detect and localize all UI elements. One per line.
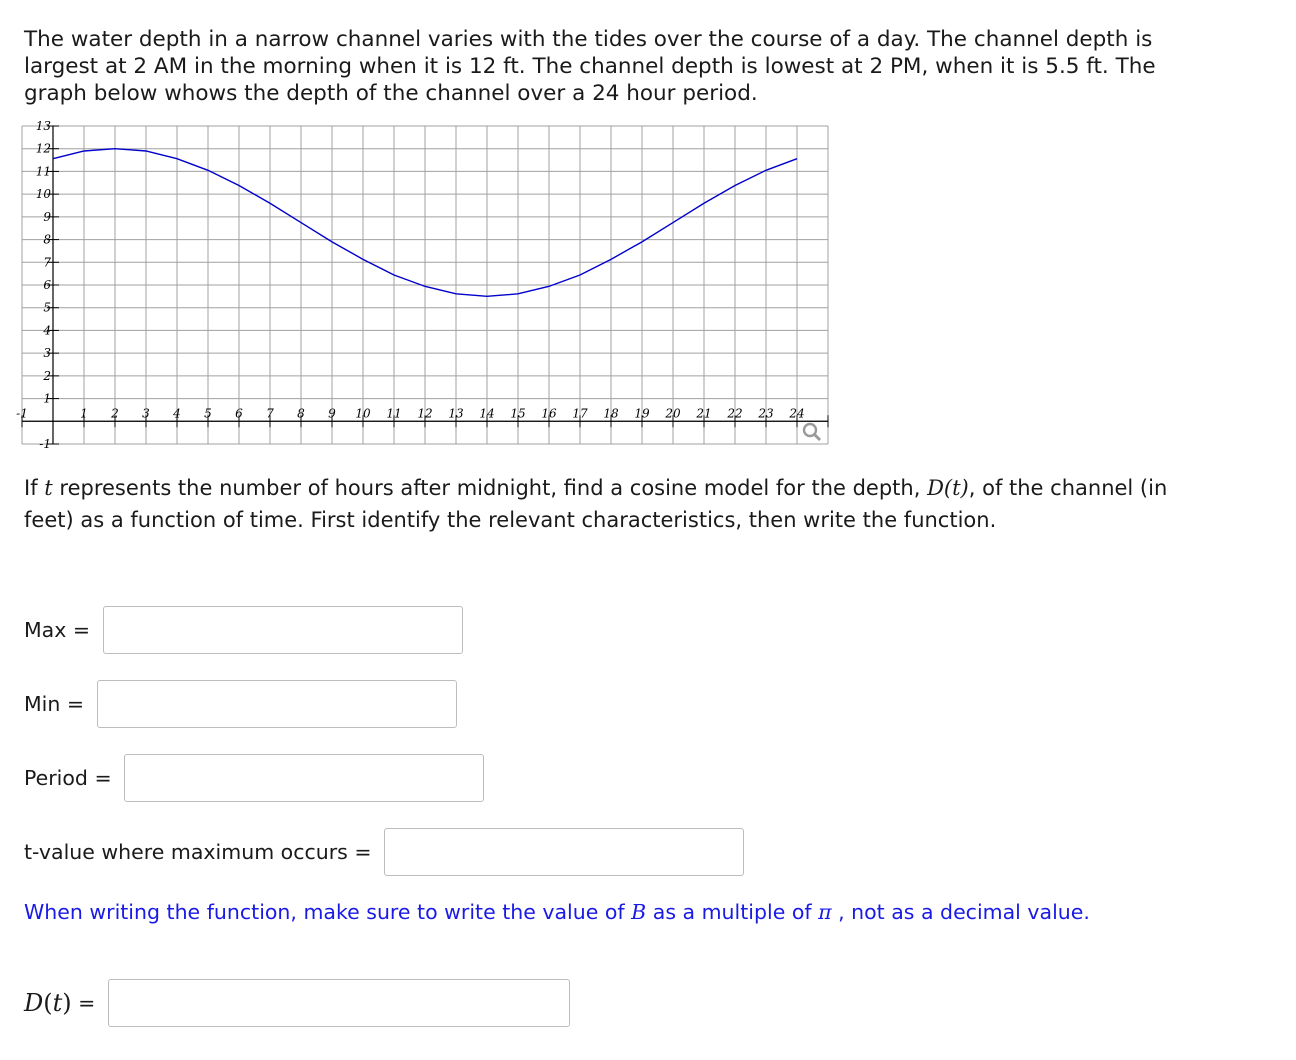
var-b: B — [631, 900, 647, 924]
period-label: Period = — [24, 766, 119, 790]
instruction-note: When writing the function, make sure to write the value of B as a multiple of π , not as a decimal value. — [24, 900, 1090, 924]
x-tick-label: 17 — [572, 406, 588, 421]
depth-graph — [16, 119, 828, 451]
x-tick-label: -1 — [16, 406, 28, 421]
x-tick-label: 22 — [727, 406, 743, 421]
function-row — [24, 979, 570, 1027]
equals-sign: = — [71, 991, 102, 1015]
y-tick-label: 9 — [43, 209, 51, 224]
x-tick-label: 2 — [111, 406, 119, 421]
x-tick-label: 10 — [355, 406, 371, 421]
x-tick-label: 24 — [789, 406, 805, 421]
x-tick-label: 8 — [297, 406, 305, 421]
x-tick-label: 3 — [142, 406, 150, 421]
min-label: Min = — [24, 692, 91, 716]
y-tick-label: -1 — [39, 437, 51, 451]
y-tick-label: 3 — [43, 346, 51, 361]
y-tick-label: 8 — [43, 232, 51, 247]
x-tick-label: 5 — [204, 406, 212, 421]
func-d-of-t: D(t) — [927, 476, 969, 500]
max-input[interactable] — [103, 606, 463, 654]
magnifier-icon[interactable] — [804, 424, 820, 440]
min-input[interactable] — [97, 680, 457, 728]
y-tick-label: 1 — [43, 391, 51, 406]
x-tick-label: 21 — [696, 406, 712, 421]
y-tick-label: 13 — [35, 119, 51, 133]
y-tick-label: 10 — [35, 187, 51, 202]
x-tick-label: 9 — [328, 406, 336, 421]
tmax-row — [24, 828, 744, 876]
y-tick-label: 11 — [35, 164, 51, 179]
x-tick-label: 23 — [758, 406, 774, 421]
pi-symbol: π — [818, 900, 832, 924]
var-t: t — [44, 476, 53, 500]
x-tick-label: 11 — [386, 406, 402, 421]
y-tick-label: 7 — [43, 255, 51, 270]
depth-chart-svg — [16, 119, 828, 451]
x-tick-label: 4 — [173, 406, 181, 421]
x-tick-label: 19 — [634, 406, 650, 421]
problem-statement: The water depth in a narrow channel varies with the tides over the course of a day. The channel depth is largest at 2 AM in the morning when it is 12 ft. The channel depth is lowest at 2 PM, when it is 5.5 ft. The graph below whows the depth of the channel over a 24 hour period. — [24, 27, 1156, 106]
x-tick-label: 12 — [417, 406, 433, 421]
x-tick-label: 15 — [510, 406, 526, 421]
max-row — [24, 606, 463, 654]
x-tick-label: 6 — [235, 406, 243, 421]
y-tick-label: 4 — [43, 323, 51, 338]
x-tick-label: 13 — [448, 406, 464, 421]
x-tick-label: 16 — [541, 406, 557, 421]
tmax-label: t-value where maximum occurs = — [24, 840, 379, 864]
min-row — [24, 680, 457, 728]
function-label: D(t) — [24, 989, 72, 1017]
instructions: If t represents the number of hours after midnight, find a cosine model for the depth, D(t), of the channel (in feet) as a function of time. First identify the relevant characteristics, then write the function. — [24, 476, 1168, 532]
x-tick-label: 14 — [479, 406, 495, 421]
period-row — [24, 754, 484, 802]
max-label: Max = — [24, 618, 97, 642]
period-input[interactable] — [124, 754, 484, 802]
y-tick-label: 6 — [43, 278, 51, 292]
y-tick-label: 12 — [35, 141, 51, 156]
function-input[interactable] — [108, 979, 570, 1027]
y-tick-label: 5 — [43, 300, 51, 315]
tmax-input[interactable] — [384, 828, 744, 876]
x-tick-label: 7 — [266, 406, 274, 421]
x-tick-label: 18 — [603, 406, 619, 421]
y-tick-label: 2 — [43, 368, 51, 383]
x-tick-label: 1 — [80, 406, 88, 421]
x-tick-label: 20 — [665, 406, 681, 421]
